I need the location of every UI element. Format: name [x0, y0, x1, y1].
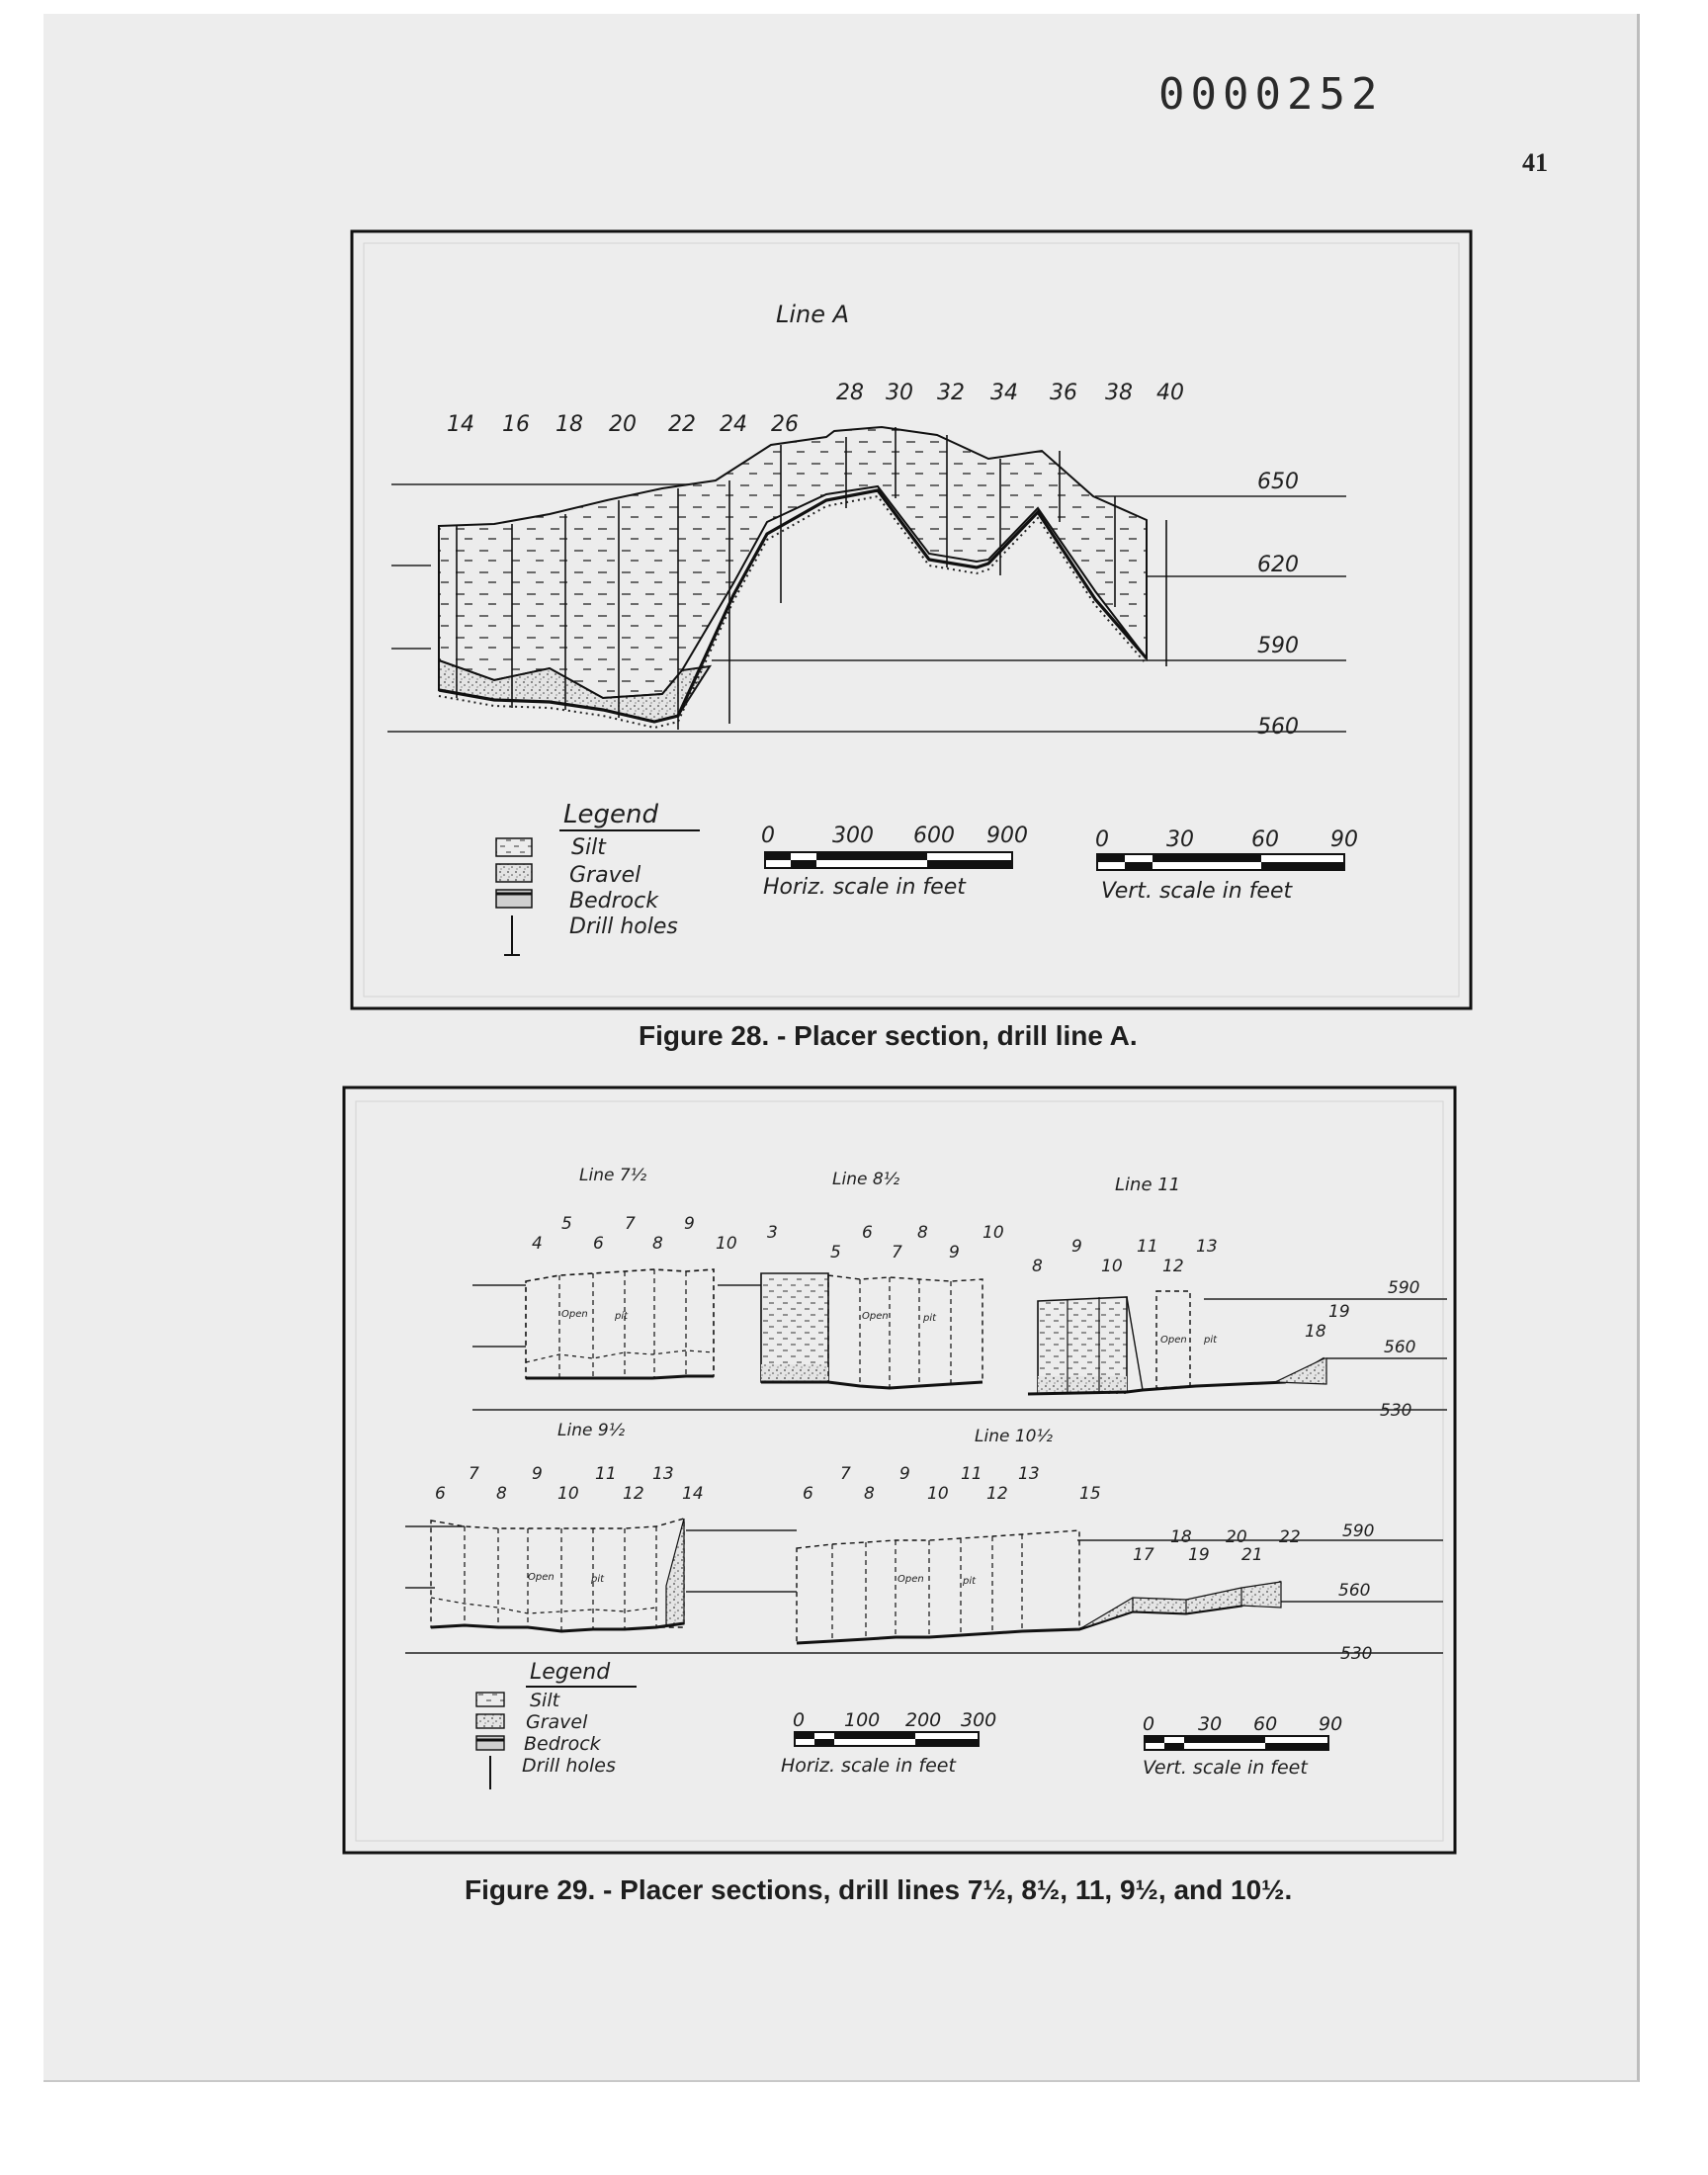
fig29-hscale-tick-0: 0	[793, 1709, 806, 1731]
fig28-vscale-seg	[1125, 862, 1153, 870]
fig29-hole-label: 4	[532, 1234, 543, 1254]
fig29-open-label: Open	[862, 1311, 889, 1322]
fig29-bottom-elev-590: 590	[1342, 1522, 1375, 1541]
fig28-hole-label: 16	[502, 412, 530, 437]
fig29-top-elev-530: 530	[1380, 1401, 1412, 1421]
fig29-hole-label: 9	[899, 1464, 910, 1484]
fig29-line-8-5-section	[761, 1273, 982, 1388]
fig29-hole-label: 8	[864, 1484, 875, 1504]
fig28-hscale-seg	[791, 860, 816, 868]
fig29-hole-label: 6	[435, 1484, 446, 1504]
fig28-hole-label: 20	[609, 412, 637, 437]
fig29-pit-label: pit	[591, 1574, 605, 1585]
fig28-hole-label: 28	[836, 381, 864, 405]
fig28-hole-label: 34	[990, 381, 1018, 405]
fig29-hole-label: 19	[1328, 1302, 1350, 1322]
fig29-vscale-label: Vert. scale in feet	[1143, 1757, 1308, 1779]
fig29-hole-label: 10	[927, 1484, 949, 1504]
fig29-hole-label: 8	[1032, 1257, 1043, 1276]
fig28-hscale-seg	[844, 852, 927, 860]
fig29-top-elev-560: 560	[1384, 1338, 1416, 1357]
fig29-vscale-seg	[1164, 1743, 1184, 1750]
fig29-vscale-tick-0: 0	[1143, 1713, 1155, 1735]
fig29-hole-label: 13	[652, 1464, 674, 1484]
fig28-hole-label: 22	[668, 412, 696, 437]
fig28-hole-label: 40	[1156, 381, 1184, 405]
fig28-line-title: Line A	[776, 301, 850, 328]
fig29-hole-label: 7	[840, 1464, 851, 1484]
fig29-hscale-seg	[834, 1732, 854, 1739]
fig29-hole-label: 9	[684, 1214, 695, 1234]
fig29-hole-label: 6	[593, 1234, 604, 1254]
fig29-open-label: Open	[528, 1572, 555, 1583]
fig29-hole-label: 22	[1279, 1527, 1301, 1547]
fig28-hole-label: 14	[447, 412, 474, 437]
fig29-hole-label: 19	[1188, 1545, 1210, 1565]
fig28-hscale-tick-600: 600	[913, 824, 955, 848]
fig29-vscale-tick-60: 60	[1253, 1713, 1278, 1735]
fig28-hscale-tick-0: 0	[761, 824, 775, 848]
figure-28	[352, 231, 1471, 1008]
fig29-hole-label: 11	[1137, 1237, 1158, 1257]
fig29-bottom-elev-530: 530	[1340, 1644, 1373, 1664]
fig29-line-7-5-section	[526, 1269, 714, 1378]
fig28-hscale-seg	[816, 852, 844, 860]
fig28-horiz-scale	[761, 824, 1028, 900]
fig29-horiz-scale	[781, 1709, 996, 1777]
fig29-hscale-seg	[814, 1739, 834, 1746]
fig28-legend-bedrock: Bedrock	[569, 889, 658, 914]
fig29-hole-label: 8	[496, 1484, 507, 1504]
fig28-vscale-seg	[1097, 854, 1125, 862]
fig29-vscale-seg	[1145, 1736, 1164, 1743]
fig28-vscale-tick-90: 90	[1330, 827, 1358, 852]
fig29-pit-label: pit	[963, 1576, 977, 1587]
fig29-hole-label: 10	[716, 1234, 737, 1254]
fig29-hscale-tick-100: 100	[844, 1709, 881, 1731]
fig29-hole-label: 6	[803, 1484, 813, 1504]
fig29-bottom-elev-560: 560	[1338, 1581, 1371, 1601]
fig28-legend-title: Legend	[563, 800, 658, 829]
fig29-hole-label: 9	[1071, 1237, 1082, 1257]
fig29-line-10-5-title: Line 10½	[975, 1427, 1053, 1446]
fig28-elev-650: 650	[1257, 470, 1299, 494]
fig29-hscale-seg	[795, 1732, 814, 1739]
fig29-hole-label: 11	[595, 1464, 617, 1484]
fig29-line-9-5-title: Line 9½	[557, 1421, 626, 1440]
fig28-legend-silt: Silt	[571, 835, 606, 860]
fig29-hole-label: 8	[652, 1234, 663, 1254]
fig29-legend-bedrock: Bedrock	[524, 1733, 601, 1755]
fig29-line-11-section	[1028, 1291, 1326, 1394]
fig29-hole-label: 7	[469, 1464, 479, 1484]
fig29-hole-label: 5	[830, 1243, 841, 1262]
fig29-hole-label: 18	[1305, 1322, 1326, 1342]
fig29-legend-silt: Silt	[530, 1690, 560, 1711]
fig28-vscale-tick-60: 60	[1251, 827, 1279, 852]
fig29-hole-label: 11	[961, 1464, 982, 1484]
page-number: 41	[1522, 148, 1548, 177]
fig29-hole-label: 12	[623, 1484, 644, 1504]
fig28-hole-label: 30	[886, 381, 913, 405]
fig28-hscale-seg	[765, 852, 791, 860]
fig29-hole-label: 6	[862, 1223, 873, 1243]
fig29-hscale-tick-300: 300	[961, 1709, 997, 1731]
fig28-hscale-seg	[927, 860, 1012, 868]
fig28-hole-label: 36	[1050, 381, 1077, 405]
fig28-silt-layer	[439, 427, 1147, 698]
fig29-hole-label: 7	[625, 1214, 636, 1234]
fig29-legend-gravel: Gravel	[526, 1711, 588, 1733]
fig29-open-label: Open	[561, 1309, 588, 1320]
fig28-legend-gravel: Gravel	[569, 863, 641, 888]
fig28-vscale-seg	[1261, 862, 1344, 870]
fig29-vscale-tick-30: 30	[1198, 1713, 1223, 1735]
fig29-legend-gravel-swatch	[476, 1714, 504, 1728]
fig29-hscale-seg	[915, 1739, 979, 1746]
fig28-hole-label: 18	[555, 412, 583, 437]
fig29-vscale-seg	[1265, 1743, 1328, 1750]
fig29-hole-label: 3	[767, 1223, 778, 1243]
fig29-line-7-5-title: Line 7½	[579, 1166, 647, 1185]
fig29-legend-drill-holes: Drill holes	[522, 1755, 616, 1777]
fig29-hole-label: 17	[1133, 1545, 1154, 1565]
fig29-hole-label: 14	[682, 1484, 704, 1504]
fig29-hole-label: 7	[892, 1243, 902, 1262]
fig28-vscale-seg	[1180, 854, 1261, 862]
fig29-open-label: Open	[897, 1574, 924, 1585]
fig29-hole-label: 13	[1196, 1237, 1218, 1257]
fig29-hole-label: 10	[1101, 1257, 1123, 1276]
fig29-pit-label: pit	[923, 1313, 937, 1324]
fig29-legend-title: Legend	[530, 1660, 611, 1685]
fig28-hole-label: 24	[720, 412, 747, 437]
fig29-hole-label: 10	[557, 1484, 579, 1504]
fig29-vert-scale	[1143, 1713, 1342, 1779]
fig29-legend-bedrock-swatch	[476, 1736, 504, 1750]
fig29-hscale-seg	[854, 1732, 915, 1739]
fig29-top-elev-590: 590	[1388, 1278, 1420, 1298]
fig29-vscale-seg	[1204, 1736, 1265, 1743]
fig29-pit-label: pit	[615, 1311, 629, 1322]
fig29-hscale-tick-200: 200	[905, 1709, 942, 1731]
fig28-hole-labels	[447, 381, 1184, 437]
fig29-vscale-seg	[1184, 1736, 1204, 1743]
document-number: 0000252	[1158, 69, 1384, 120]
fig29-hscale-label: Horiz. scale in feet	[781, 1755, 956, 1777]
fig28-hole-label: 26	[771, 412, 799, 437]
fig29-hole-label: 8	[917, 1223, 928, 1243]
fig28-vscale-label: Vert. scale in feet	[1101, 879, 1293, 904]
fig29-hole-label: 15	[1079, 1484, 1101, 1504]
fig28-vert-scale	[1095, 827, 1358, 904]
fig28-hole-label: 38	[1105, 381, 1133, 405]
fig28-hscale-tick-900: 900	[986, 824, 1028, 848]
fig28-elev-620: 620	[1257, 553, 1299, 577]
figure-29	[344, 1088, 1455, 1853]
fig29-hole-labels	[435, 1214, 1350, 1565]
fig29-open-label: Open	[1160, 1335, 1187, 1346]
fig29-hole-label: 10	[982, 1223, 1004, 1243]
fig28-vscale-tick-30: 30	[1166, 827, 1194, 852]
fig29-hole-label: 12	[986, 1484, 1008, 1504]
fig29-hole-label: 9	[949, 1243, 960, 1262]
fig29-caption: Figure 29. - Placer sections, drill lines 7½, 8½, 11, 9½, and 10½.	[465, 1874, 1293, 1905]
fig29-hole-label: 20	[1226, 1527, 1247, 1547]
fig28-hole-label: 32	[937, 381, 965, 405]
fig29-line-8-5-title: Line 8½	[832, 1170, 900, 1189]
fig28-legend-silt-swatch	[496, 838, 532, 856]
fig29-vscale-tick-90: 90	[1319, 1713, 1343, 1735]
fig28-caption: Figure 28. - Placer section, drill line A.	[639, 1020, 1138, 1051]
fig28-hscale-tick-300: 300	[832, 824, 874, 848]
fig29-hole-label: 5	[561, 1214, 572, 1234]
fig29-hole-label: 12	[1162, 1257, 1184, 1276]
fig29-line-9-5-section	[431, 1519, 684, 1631]
fig28-elev-590: 590	[1257, 634, 1299, 658]
fig28-legend-drill-holes: Drill holes	[569, 914, 678, 939]
fig29-hole-label: 9	[532, 1464, 543, 1484]
fig29-hole-label: 18	[1170, 1527, 1192, 1547]
fig28-legend-gravel-swatch	[496, 864, 532, 882]
fig29-hole-label: 21	[1241, 1545, 1263, 1565]
fig29-pit-label: pit	[1204, 1335, 1218, 1346]
fig29-line-11-title: Line 11	[1115, 1174, 1181, 1195]
fig28-elev-560: 560	[1257, 715, 1299, 740]
fig28-vscale-seg	[1153, 854, 1180, 862]
fig29-hole-label: 13	[1018, 1464, 1040, 1484]
fig29-legend-silt-swatch	[476, 1693, 504, 1706]
fig28-vscale-tick-0: 0	[1095, 827, 1109, 852]
fig28-hscale-label: Horiz. scale in feet	[763, 875, 966, 900]
